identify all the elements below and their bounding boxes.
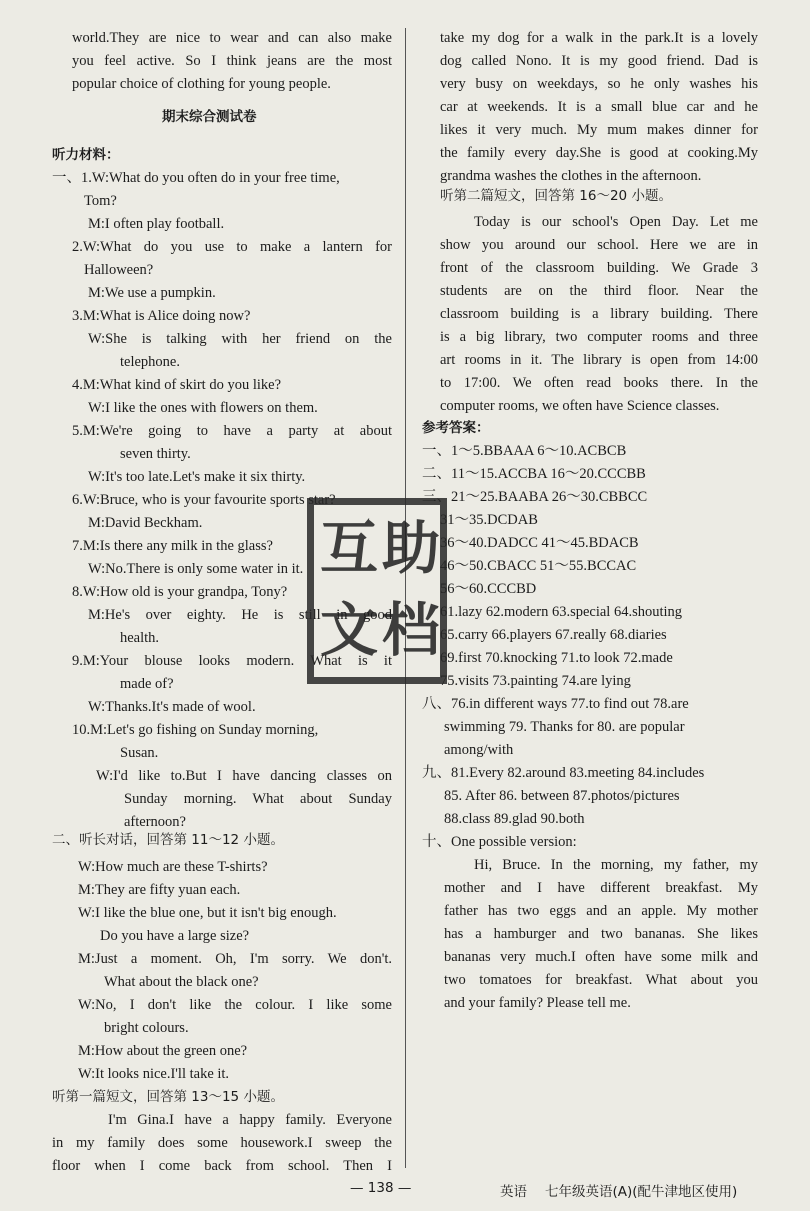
text-line: and your family? Please tell me. [444,995,631,1011]
text-line: W:No.There is only some water in it. [88,561,304,577]
text-line: is a big library, two computer rooms and three [440,329,758,345]
text-line: 二、11～15.ACCBA 16～20.CCCBB [422,466,646,482]
text-line: M:I often play football. [88,216,225,232]
text-line: 7.M:Is there any milk in the glass? [72,538,273,554]
text-line: 6.W:Bruce, who is your favourite sports star? [72,492,336,508]
text-line: 5.M:We're going to have a party at about [72,423,392,439]
text-line: 65.carry 66.players 67.really 68.diaries [440,627,667,643]
text-line: take my dog for a walk in the park.It is a lovely [440,30,758,46]
text-line: W:I like the ones with flowers on them. [88,400,318,416]
text-line: Today is our school's Open Day. Let me [474,214,758,230]
text-line: Do you have a large size? [100,928,250,944]
text-line: bananas very much.I often have some milk and [444,949,758,965]
text-line: 10.M:Let's go fishing on Sunday morning, [72,722,319,738]
text-line: art rooms in it. The library is open from 14:00 [440,352,758,368]
text-line: 31～35.DCDAB [440,512,538,528]
text-line: mother and I have different breakfast. My [444,880,758,896]
text-line: has a hamburger and two bananas. She likes [444,926,758,942]
text-line: W:She is talking with her friend on the [88,331,392,347]
text-line: M:David Beckham. [88,515,203,531]
text-line: 4.M:What kind of skirt do you like? [72,377,282,393]
text-line: Susan. [120,745,159,761]
text-line: classroom building is a library building. There [440,306,758,322]
text-line: 二、听长对话，回答第 11～12 小题。 [52,832,284,848]
text-line: front of the classroom building. We Grade 3 [440,260,758,276]
text-line: M:Just a moment. Oh, I'm sorry. We don't. [78,951,392,967]
text-line: 听力材料： [52,147,120,163]
text-line: 75.visits 73.painting 74.are lying [440,673,631,689]
text-line: W:It's too late.Let's make it six thirty. [88,469,306,485]
text-line: Hi, Bruce. In the morning, my father, my [474,857,758,873]
text-line: 参考答案： [422,420,490,436]
text-line: two tomatoes for breakfast. What about you [444,972,758,988]
text-line: W:I'd like to.But I have dancing classes on [96,768,392,784]
text-line: father has two eggs and an apple. My mother [444,903,758,919]
stamp-char: 档 [382,596,441,664]
text-line: students are on the third floor. Near the [440,283,758,299]
text-line: M:We use a pumpkin. [88,285,216,301]
text-line: dog called Nono. It is my good friend. Dad is [440,53,758,69]
text-line: health. [120,630,160,646]
text-line: M:They are fifty yuan each. [78,882,241,898]
text-line: 听第一篇短文，回答第 13～15 小题。 [52,1089,284,1105]
text-line: 85. After 86. between 87.photos/pictures [444,788,680,804]
text-line: 8.W:How old is your grandpa, Tony? [72,584,288,600]
text-line: 期末综合测试卷 [162,109,257,125]
text-line: 36～40.DADCC 41～45.BDACB [440,535,639,551]
text-line: W:I like the blue one, but it isn't big enough. [78,905,337,921]
text-line: W:It looks nice.I'll take it. [78,1066,230,1082]
text-line: 一、1.W:What do you often do in your free time, [52,170,340,186]
text-line: 八、76.in different ways 77.to find out 78.are [422,696,689,712]
text-line: car at weekends. It is a small blue car and he [440,99,758,115]
text-line: Tom? [84,193,117,209]
page-number: — 138 — [350,1180,412,1196]
text-line: 88.class 89.glad 90.both [444,811,585,827]
text-line: Halloween? [84,262,154,278]
text-line: grandma washes the clothes in the afternoon. [440,168,702,184]
text-line: 9.M:Your blouse looks modern. What is it [72,653,392,669]
text-line: 46～50.CBACC 51～55.BCCAC [440,558,637,574]
text-line: I'm Gina.I have a happy family. Everyone [108,1112,392,1128]
text-line: 56～60.CCCBD [440,581,537,597]
text-line: M:He's over eighty. He is still in good [88,607,392,623]
text-line: very busy on weekdays, so he only washes his [440,76,758,92]
text-line: to 17:00. We often read books there. In the [440,375,758,391]
text-line: made of? [120,676,174,692]
text-line: likes it very much. My mum makes dinner for [440,122,758,138]
text-line: 十、One possible version: [422,834,577,850]
watermark-stamp [307,498,447,684]
text-line: bright colours. [104,1020,189,1036]
text-line: afternoon? [124,814,186,830]
text-line: telephone. [120,354,180,370]
text-line: 三、21～25.BAABA 26～30.CBBCC [422,489,648,505]
text-line: M:How about the green one? [78,1043,248,1059]
text-line: swimming 79. Thanks for 80. are popular [444,719,685,735]
text-line: W:How much are these T-shirts? [78,859,268,875]
text-line: the family every day.She is good at cooking.My [440,145,758,161]
text-line: 69.first 70.knocking 71.to look 72.made [440,650,673,666]
footer-book-title: 七年级英语(A)(配牛津地区使用) [545,1184,738,1200]
text-line: in my family does some housework.I sweep the [52,1135,392,1151]
text-line: seven thirty. [120,446,191,462]
text-line: popular choice of clothing for young people. [72,76,331,92]
text-line: W:Thanks.It's made of wool. [88,699,256,715]
stamp-char: 互 [320,514,379,582]
text-line: 2.W:What do you use to make a lantern for [72,239,392,255]
footer-subject: 英语 [500,1184,527,1200]
text-line: 听第二篇短文，回答第 16～20 小题。 [440,188,672,204]
text-line: floor when I come back from school. Then I [52,1158,392,1174]
text-line: What about the black one? [104,974,259,990]
text-line: 九、81.Every 82.around 83.meeting 84.includes [422,765,705,781]
text-line: you feel active. So I think jeans are the most [72,53,392,69]
text-line: show you around our school. Here we are in [440,237,758,253]
text-line: 61.lazy 62.modern 63.special 64.shouting [440,604,683,620]
text-line: among/with [444,742,514,758]
text-line: Sunday morning. What about Sunday [124,791,392,807]
text-line: 一、1～5.BBAAA 6～10.ACBCB [422,443,627,459]
stamp-char: 助 [382,514,441,582]
text-line: 3.M:What is Alice doing now? [72,308,251,324]
text-line: computer rooms, we often have Science classes. [440,398,720,414]
text-line: W:No, I don't like the colour. I like some [78,997,392,1013]
text-line: world.They are nice to wear and can also make [72,30,392,46]
stamp-char: 文 [320,596,379,664]
